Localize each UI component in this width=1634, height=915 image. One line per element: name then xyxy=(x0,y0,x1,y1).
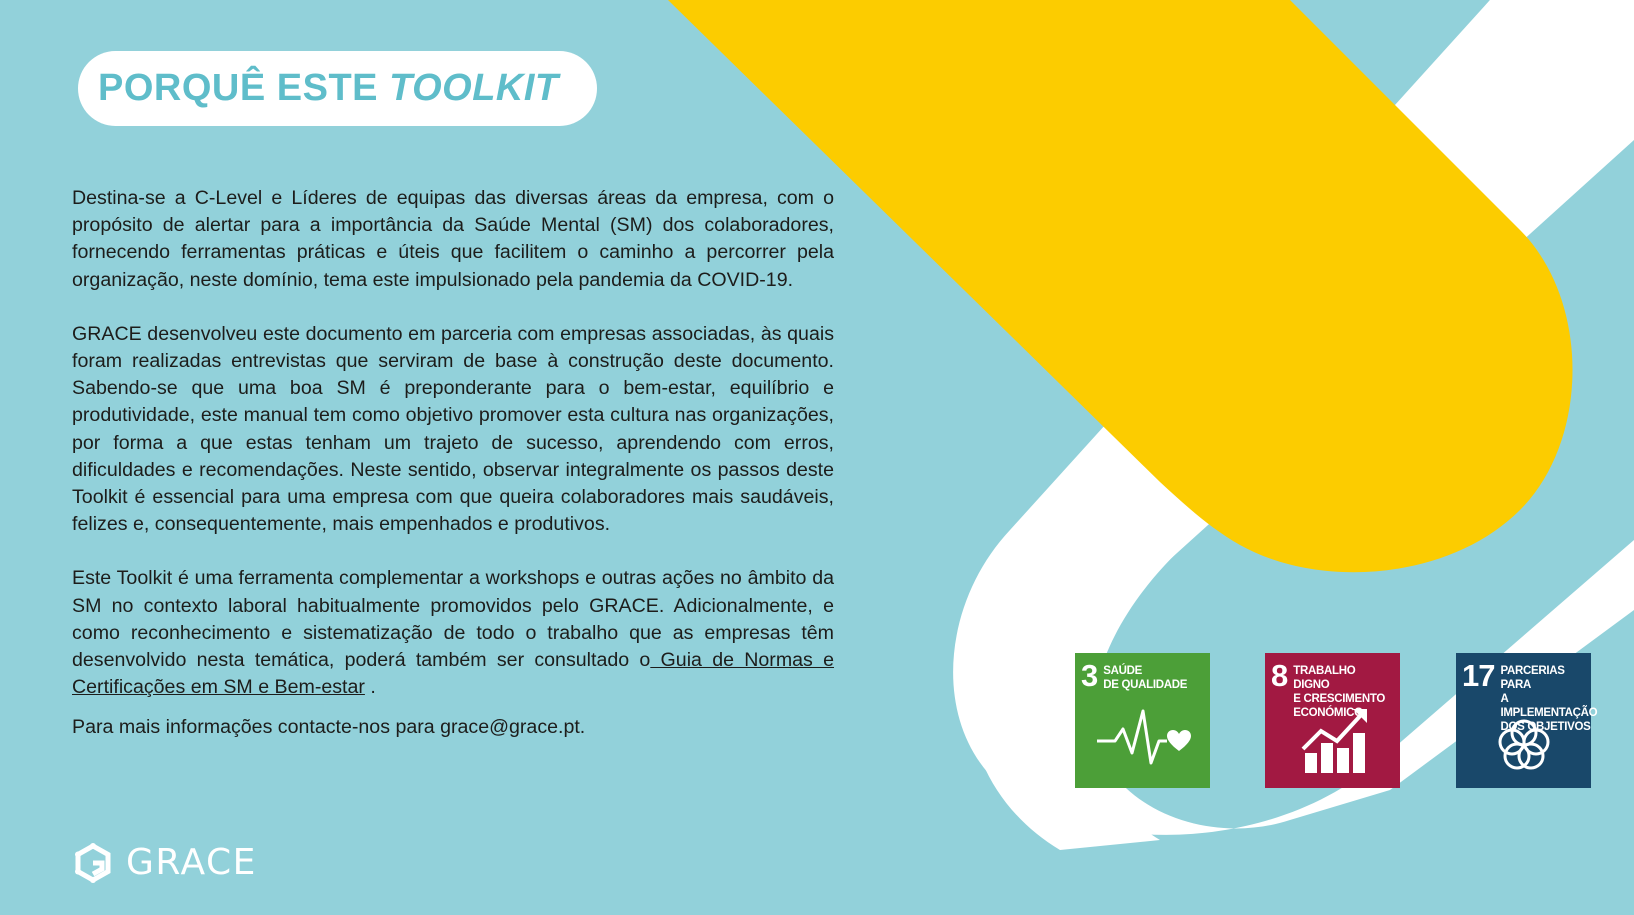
title-emphasis: TOOLKIT xyxy=(389,67,559,109)
paragraph-3-text: Este Toolkit é uma ferramenta complementar a workshops e outras ações no âmbito da SM no contexto laboral habitualmente promovidos pelo GRACE. Adicionalmente, e como reconhecimento e sistematização de todo o trabalho que as empresas têm desenvolvido nesta temática, poderá também ser consultado o xyxy=(72,567,834,672)
grace-wordmark: GRACE xyxy=(126,842,257,883)
title-pill xyxy=(78,51,597,126)
sdg-3-number: 3 xyxy=(1081,658,1098,693)
sdg-8-number: 8 xyxy=(1271,658,1288,693)
sdg-8-label: TRABALHO DIGNO E CRESCIMENTO ECONÓMICO xyxy=(1293,665,1385,719)
sdg-17-number: 17 xyxy=(1462,658,1495,693)
paragraph-1: Destina-se a C-Level e Líderes de equipas das diversas áreas da empresa, com o propósito de alertar para a importância da Saúde Mental (SM) dos colaboradores, fornecendo ferramentas práticas e úteis que facilitem o caminho a percorrer pela organização, neste domínio, tema este impulsionado pela pandemia da COVID-19. xyxy=(72,187,834,291)
contact-text: Para mais informações contacte-nos para grace@grace.pt. xyxy=(72,716,586,739)
sdg-17-label: PARCERIAS PARA A IMPLEMENTAÇÃO DOS OBJETIVOS xyxy=(1500,665,1598,733)
paragraph-3 xyxy=(72,565,834,701)
body-content xyxy=(72,185,834,742)
grace-hexagon-logo-icon xyxy=(74,843,112,883)
sdg-badge-8 xyxy=(1265,653,1400,788)
grace-logo xyxy=(74,842,257,883)
page-title xyxy=(98,67,559,110)
sdg-3-label: SAÚDE DE QUALIDADE xyxy=(1103,665,1188,691)
title-prefix: PORQUÊ ESTE xyxy=(98,67,390,109)
guia-normas-link[interactable]: Guia de Normas e Certificações em SM e Bem-estar xyxy=(72,649,834,699)
sdg-badge-3 xyxy=(1075,653,1210,788)
paragraph-3-end: . xyxy=(364,676,376,699)
paragraph-2: GRACE desenvolveu este documento em parceria com empresas associadas, às quais foram realizadas entrevistas que serviram de base à construção deste documento. Sabendo-se que uma boa SM é preponderante para o bem-estar, equilíbrio e produtividade, este manual tem como objetivo promover esta cultura nas organizações, por forma a que estas tenham um trajeto de sucesso, aprendendo com erros, dificuldades e recomendações. Neste sentido, observar integralmente os passos deste Toolkit é essencial para uma empresa com que queira colaboradores mais saudáveis, felizes e, consequentemente, mais empenhados e produtivos. xyxy=(72,322,834,536)
sdg-badge-17 xyxy=(1456,653,1598,788)
